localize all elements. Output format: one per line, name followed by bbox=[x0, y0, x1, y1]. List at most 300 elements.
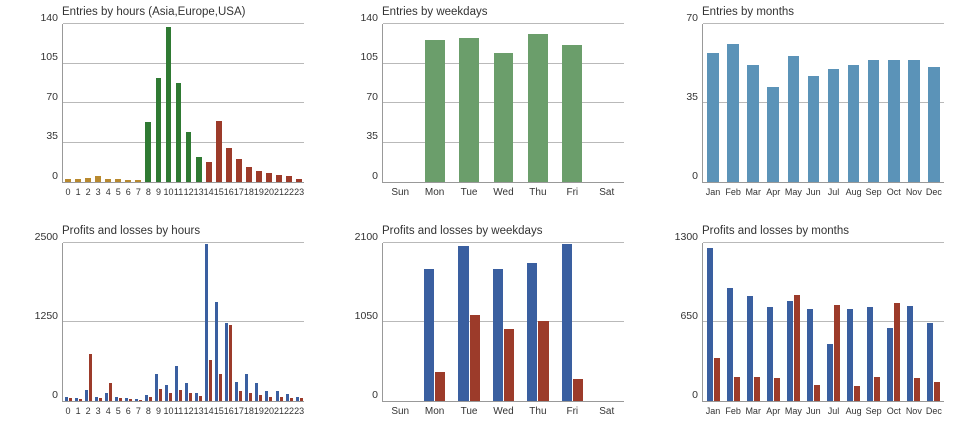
x-axis-tick-label: Feb bbox=[725, 187, 741, 197]
chart-title: Entries by weekdays bbox=[382, 6, 488, 18]
bar[interactable] bbox=[727, 288, 733, 401]
bar[interactable] bbox=[85, 390, 88, 401]
x-axis-tick-label: Aug bbox=[845, 187, 862, 197]
bar-group bbox=[703, 24, 723, 197]
bar[interactable] bbox=[727, 44, 739, 182]
x-axis-tick-label: 3 bbox=[95, 187, 101, 197]
bar[interactable] bbox=[788, 56, 800, 182]
bar[interactable] bbox=[887, 328, 893, 401]
bars-container bbox=[63, 243, 305, 416]
bar[interactable] bbox=[246, 167, 252, 182]
x-axis-tick-label: 13 bbox=[193, 187, 204, 197]
bar[interactable] bbox=[95, 176, 101, 182]
x-axis-tick-label: Tue bbox=[460, 406, 478, 417]
bar-group bbox=[284, 243, 295, 416]
x-axis-tick-label: 16 bbox=[223, 187, 234, 197]
y-axis-tick-label: 140 bbox=[40, 11, 58, 24]
bar[interactable] bbox=[176, 83, 182, 182]
x-axis-tick-label: 20 bbox=[263, 406, 274, 416]
bar[interactable] bbox=[255, 383, 258, 401]
bars-container bbox=[703, 243, 944, 416]
y-axis-tick-label: 1300 bbox=[674, 230, 698, 243]
x-axis-tick-label: Apr bbox=[766, 406, 781, 416]
bar[interactable] bbox=[135, 399, 138, 401]
bar[interactable] bbox=[85, 178, 91, 183]
y-axis-tick-label: 2100 bbox=[354, 230, 378, 243]
chart-title: Profits and losses by months bbox=[702, 225, 850, 237]
x-axis-tick-label: 14 bbox=[203, 406, 214, 416]
bar[interactable] bbox=[834, 305, 840, 401]
bar[interactable] bbox=[69, 398, 72, 401]
bar-group bbox=[73, 243, 83, 416]
x-axis-tick-label: 11 bbox=[173, 187, 184, 197]
y-axis-tick-label: 1250 bbox=[34, 309, 58, 322]
bar[interactable] bbox=[562, 45, 582, 182]
chart-title: Entries by hours (Asia,Europe,USA) bbox=[62, 6, 246, 18]
bar-group bbox=[803, 243, 823, 416]
bar[interactable] bbox=[494, 53, 514, 182]
x-axis-tick-label: 22 bbox=[284, 187, 295, 197]
bar-group bbox=[590, 24, 624, 198]
bar[interactable] bbox=[874, 377, 880, 401]
bar[interactable] bbox=[707, 248, 713, 401]
bar-group bbox=[844, 24, 864, 197]
x-axis-tick-label: 5 bbox=[115, 406, 121, 416]
x-axis-tick-label: Mon bbox=[424, 187, 445, 198]
bar[interactable] bbox=[165, 385, 168, 401]
x-axis-tick-label: 7 bbox=[135, 406, 141, 416]
bar-group bbox=[103, 243, 113, 416]
x-axis-tick-label: 6 bbox=[125, 406, 131, 416]
bar-group bbox=[203, 24, 214, 197]
bar[interactable] bbox=[79, 399, 82, 401]
y-axis-tick-label: 1050 bbox=[354, 309, 378, 322]
bar-group bbox=[555, 24, 589, 198]
bar[interactable] bbox=[166, 27, 172, 182]
chart-panel-profits-losses-by-weekdays bbox=[320, 219, 640, 438]
bar[interactable] bbox=[867, 307, 873, 401]
bar[interactable] bbox=[95, 397, 98, 401]
bar[interactable] bbox=[747, 65, 759, 182]
x-axis-tick-label: Oct bbox=[886, 187, 901, 197]
bar[interactable] bbox=[425, 40, 445, 182]
bar[interactable] bbox=[215, 302, 218, 401]
bar[interactable] bbox=[470, 315, 480, 401]
bar-group bbox=[723, 24, 743, 197]
x-axis-tick-label: 15 bbox=[213, 406, 224, 416]
bar[interactable] bbox=[149, 397, 152, 401]
bar[interactable] bbox=[105, 393, 108, 401]
bar-group bbox=[253, 243, 264, 416]
y-axis-tick-label: 70 bbox=[366, 90, 378, 103]
bar[interactable] bbox=[847, 309, 853, 401]
bar[interactable] bbox=[562, 244, 572, 401]
x-axis-tick-label: 2 bbox=[85, 187, 91, 197]
bar-group bbox=[521, 243, 555, 417]
bar-group bbox=[417, 243, 451, 417]
bar-group bbox=[803, 24, 823, 197]
bar[interactable] bbox=[794, 295, 800, 401]
bar[interactable] bbox=[129, 399, 132, 401]
bar-group bbox=[183, 24, 194, 197]
bar[interactable] bbox=[459, 38, 479, 182]
bar[interactable] bbox=[528, 34, 548, 182]
x-axis-tick-label: 19 bbox=[253, 187, 264, 197]
bar[interactable] bbox=[206, 162, 212, 182]
bar[interactable] bbox=[139, 400, 142, 401]
x-axis-tick-label: 1 bbox=[75, 406, 81, 416]
x-axis-tick-label: Jan bbox=[705, 406, 721, 416]
bar-group bbox=[783, 24, 803, 197]
bar[interactable] bbox=[115, 179, 121, 182]
x-axis-tick-label: Feb bbox=[725, 406, 741, 416]
bar-group bbox=[193, 243, 204, 416]
bar-group bbox=[864, 24, 884, 197]
x-axis-tick-label: 2 bbox=[85, 406, 91, 416]
bar[interactable] bbox=[229, 325, 232, 401]
bar[interactable] bbox=[424, 269, 434, 401]
bar[interactable] bbox=[286, 176, 292, 182]
bar-group bbox=[83, 243, 93, 416]
bar[interactable] bbox=[219, 374, 222, 401]
bar[interactable] bbox=[747, 296, 753, 401]
bar-group bbox=[783, 243, 803, 416]
bar[interactable] bbox=[235, 382, 238, 401]
bar[interactable] bbox=[189, 393, 192, 401]
x-axis-tick-label: Sep bbox=[865, 187, 882, 197]
bar[interactable] bbox=[159, 389, 162, 401]
x-axis-tick-label: 21 bbox=[274, 406, 285, 416]
bar-group bbox=[294, 243, 305, 416]
bar[interactable] bbox=[209, 360, 212, 401]
x-axis-tick-label: May bbox=[784, 187, 802, 197]
bar-group bbox=[452, 243, 486, 417]
bar[interactable] bbox=[914, 378, 920, 401]
bar[interactable] bbox=[527, 263, 537, 401]
bar-group bbox=[133, 24, 143, 197]
bar[interactable] bbox=[767, 87, 779, 182]
x-axis-tick-label: 16 bbox=[223, 406, 234, 416]
bar[interactable] bbox=[854, 386, 860, 401]
bar-group bbox=[284, 24, 295, 197]
bar[interactable] bbox=[145, 395, 148, 401]
bar[interactable] bbox=[225, 323, 228, 401]
bar[interactable] bbox=[848, 65, 860, 182]
bar[interactable] bbox=[195, 393, 198, 401]
bar[interactable] bbox=[196, 157, 202, 182]
bar[interactable] bbox=[65, 179, 71, 182]
bar-group bbox=[243, 243, 254, 416]
bar-group bbox=[924, 243, 944, 416]
bar-group bbox=[884, 243, 904, 416]
bar-group bbox=[521, 24, 555, 198]
bar[interactable] bbox=[767, 307, 773, 401]
bar-group bbox=[294, 24, 305, 197]
x-axis-tick-label: 19 bbox=[253, 406, 264, 416]
bar-group bbox=[243, 24, 254, 197]
y-axis-tick-label: 0 bbox=[372, 388, 378, 401]
y-axis-tick-label: 35 bbox=[366, 130, 378, 143]
x-axis-tick-label: 13 bbox=[193, 406, 204, 416]
x-axis-tick-label: Jun bbox=[806, 406, 821, 416]
x-axis-tick-label: 10 bbox=[163, 187, 174, 197]
bar-group bbox=[93, 24, 103, 197]
x-axis-tick-label: 3 bbox=[95, 406, 101, 416]
bar[interactable] bbox=[714, 358, 720, 401]
bar[interactable] bbox=[907, 306, 913, 401]
bar[interactable] bbox=[827, 344, 833, 401]
bars-container bbox=[383, 24, 624, 198]
bar-group bbox=[452, 24, 486, 198]
bar-group bbox=[904, 24, 924, 197]
x-axis-tick-label: Dec bbox=[925, 406, 942, 416]
bar[interactable] bbox=[179, 390, 182, 401]
bar-group bbox=[904, 243, 924, 416]
bar-group bbox=[233, 243, 244, 416]
bar[interactable] bbox=[245, 374, 248, 401]
x-axis-tick-label: 22 bbox=[284, 406, 295, 416]
bar[interactable] bbox=[296, 179, 302, 182]
bar-group bbox=[743, 243, 763, 416]
bar-group bbox=[590, 243, 624, 417]
bar[interactable] bbox=[774, 378, 780, 401]
chart-title: Profits and losses by weekdays bbox=[382, 225, 543, 237]
x-axis-tick-label: Sat bbox=[599, 406, 615, 417]
bar[interactable] bbox=[135, 180, 141, 182]
bar[interactable] bbox=[458, 246, 468, 401]
chart-panel-entries-by-weekdays bbox=[320, 0, 640, 219]
bar[interactable] bbox=[927, 323, 933, 401]
bar-group bbox=[884, 24, 904, 197]
bar-group bbox=[143, 243, 153, 416]
x-axis-tick-label: 17 bbox=[233, 187, 244, 197]
bar[interactable] bbox=[145, 122, 151, 182]
y-axis-tick-label: 0 bbox=[692, 388, 698, 401]
bar-group bbox=[103, 24, 113, 197]
bar-group bbox=[233, 24, 244, 197]
bar[interactable] bbox=[290, 398, 293, 401]
bar-group bbox=[123, 243, 133, 416]
x-axis-tick-label: Dec bbox=[925, 187, 942, 197]
bar[interactable] bbox=[828, 69, 840, 182]
y-axis-tick-label: 70 bbox=[686, 11, 698, 24]
bar[interactable] bbox=[296, 397, 299, 401]
bar[interactable] bbox=[707, 53, 719, 182]
bar[interactable] bbox=[269, 397, 272, 401]
bar[interactable] bbox=[186, 132, 192, 182]
bar-group bbox=[83, 24, 93, 197]
bars-container bbox=[63, 24, 305, 197]
bar[interactable] bbox=[185, 383, 188, 401]
bar[interactable] bbox=[868, 60, 880, 182]
chart-title: Profits and losses by hours bbox=[62, 225, 201, 237]
bar-group bbox=[253, 24, 264, 197]
x-axis-tick-label: 9 bbox=[155, 406, 161, 416]
bar-group bbox=[163, 24, 174, 197]
bar[interactable] bbox=[119, 398, 122, 401]
x-axis-tick-label: Jan bbox=[705, 187, 721, 197]
y-axis-tick-label: 0 bbox=[692, 169, 698, 182]
x-axis-tick-label: Sun bbox=[391, 406, 410, 417]
bar-group bbox=[183, 243, 194, 416]
bar[interactable] bbox=[205, 244, 208, 401]
x-axis-tick-label: 14 bbox=[203, 187, 214, 197]
bar-group bbox=[703, 243, 723, 416]
y-axis-tick-label: 0 bbox=[52, 388, 58, 401]
y-axis-tick-label: 650 bbox=[680, 309, 698, 322]
bar[interactable] bbox=[236, 159, 242, 182]
x-axis-tick-label: May bbox=[784, 406, 802, 416]
bar[interactable] bbox=[928, 67, 940, 182]
x-axis-tick-label: Nov bbox=[905, 187, 922, 197]
bar-group bbox=[203, 243, 214, 416]
x-axis-tick-label: 4 bbox=[105, 187, 111, 197]
chart-panel-profits-losses-by-hours bbox=[0, 219, 320, 438]
y-axis-tick-label: 70 bbox=[46, 90, 58, 103]
bar[interactable] bbox=[538, 321, 548, 402]
x-axis-tick-label: 20 bbox=[263, 187, 274, 197]
x-axis-tick-label: 8 bbox=[145, 187, 151, 197]
bar[interactable] bbox=[266, 173, 272, 182]
x-axis-tick-label: Thu bbox=[529, 187, 547, 198]
x-axis-tick-label: 10 bbox=[163, 406, 174, 416]
bar-group bbox=[223, 243, 234, 416]
x-axis-tick-label: 18 bbox=[243, 406, 254, 416]
bar-group bbox=[274, 24, 285, 197]
bar[interactable] bbox=[787, 301, 793, 401]
bar-group bbox=[143, 24, 153, 197]
bar[interactable] bbox=[199, 396, 202, 401]
bar[interactable] bbox=[814, 385, 820, 401]
bar[interactable] bbox=[265, 391, 268, 401]
bar[interactable] bbox=[155, 374, 158, 401]
bar[interactable] bbox=[276, 175, 282, 182]
y-axis-tick-label: 140 bbox=[360, 11, 378, 24]
x-axis-tick-label: Jun bbox=[806, 187, 821, 197]
bar[interactable] bbox=[115, 397, 118, 401]
x-axis-tick-label: 5 bbox=[115, 187, 121, 197]
bar[interactable] bbox=[908, 60, 920, 182]
bar-group bbox=[213, 24, 224, 197]
bar[interactable] bbox=[226, 148, 232, 182]
bar[interactable] bbox=[573, 379, 583, 401]
bar[interactable] bbox=[435, 372, 445, 401]
y-axis-tick-label: 0 bbox=[52, 169, 58, 182]
chart-panel-profits-losses-by-months bbox=[640, 219, 960, 438]
y-axis-tick-label: 105 bbox=[40, 51, 58, 64]
bars-container bbox=[383, 243, 624, 417]
bar[interactable] bbox=[75, 398, 78, 401]
bar[interactable] bbox=[504, 329, 514, 401]
bar-group bbox=[274, 243, 285, 416]
x-axis-tick-label: 0 bbox=[65, 406, 71, 416]
x-axis-tick-label: Apr bbox=[766, 187, 781, 197]
y-axis-tick-label: 105 bbox=[360, 51, 378, 64]
x-axis-tick-label: Mar bbox=[745, 406, 761, 416]
bar-group bbox=[193, 24, 204, 197]
bar[interactable] bbox=[734, 377, 740, 401]
bar[interactable] bbox=[105, 179, 111, 182]
bar[interactable] bbox=[125, 398, 128, 401]
x-axis-tick-label: 11 bbox=[173, 406, 184, 416]
bar[interactable] bbox=[276, 391, 279, 401]
bar[interactable] bbox=[175, 366, 178, 401]
bar[interactable] bbox=[807, 309, 813, 401]
bar[interactable] bbox=[256, 171, 262, 182]
x-axis-tick-label: 23 bbox=[294, 406, 305, 416]
bar-group bbox=[163, 243, 174, 416]
bar[interactable] bbox=[109, 383, 112, 401]
bar[interactable] bbox=[894, 303, 900, 401]
x-axis-tick-label: 1 bbox=[75, 187, 81, 197]
bar-group bbox=[723, 243, 743, 416]
x-axis-tick-label: Tue bbox=[460, 187, 478, 198]
bar-group bbox=[133, 243, 143, 416]
bar[interactable] bbox=[286, 394, 289, 401]
bar-group bbox=[93, 243, 103, 416]
bar-group bbox=[173, 243, 184, 416]
x-axis-tick-label: 15 bbox=[213, 187, 224, 197]
bar[interactable] bbox=[125, 180, 131, 182]
bar-group bbox=[153, 24, 163, 197]
x-axis-tick-label: 12 bbox=[183, 406, 194, 416]
bars-container bbox=[703, 24, 944, 197]
bar[interactable] bbox=[888, 60, 900, 182]
x-axis-tick-label: Oct bbox=[886, 406, 901, 416]
bar[interactable] bbox=[239, 391, 242, 401]
bar-group bbox=[383, 24, 417, 198]
bar[interactable] bbox=[156, 78, 162, 182]
x-axis-tick-label: Mon bbox=[424, 406, 445, 417]
bar[interactable] bbox=[280, 397, 283, 401]
bar-group bbox=[383, 243, 417, 417]
bar-group bbox=[73, 24, 83, 197]
x-axis-tick-label: Thu bbox=[529, 406, 547, 417]
bar-group bbox=[173, 24, 184, 197]
bar-group bbox=[763, 243, 783, 416]
x-axis-tick-label: 8 bbox=[145, 406, 151, 416]
bar[interactable] bbox=[259, 395, 262, 401]
bar-group bbox=[417, 24, 451, 198]
bar[interactable] bbox=[754, 377, 760, 401]
bar[interactable] bbox=[99, 398, 102, 401]
x-axis-tick-label: 23 bbox=[294, 187, 305, 197]
bar[interactable] bbox=[216, 121, 222, 182]
bar-group bbox=[113, 243, 123, 416]
bar-group bbox=[63, 24, 73, 197]
bar[interactable] bbox=[65, 397, 68, 401]
x-axis-tick-label: 12 bbox=[183, 187, 194, 197]
bar-group bbox=[555, 243, 589, 417]
bar-group bbox=[113, 24, 123, 197]
x-axis-tick-label: Jul bbox=[827, 187, 840, 197]
chart-panel-entries-by-hours bbox=[0, 0, 320, 219]
x-axis-tick-label: Sat bbox=[599, 187, 615, 198]
bar[interactable] bbox=[169, 393, 172, 401]
bar[interactable] bbox=[89, 354, 92, 401]
x-axis-tick-label: Aug bbox=[845, 406, 862, 416]
bar[interactable] bbox=[249, 393, 252, 401]
x-axis-tick-label: 18 bbox=[243, 187, 254, 197]
bar[interactable] bbox=[75, 179, 81, 182]
bar[interactable] bbox=[934, 382, 940, 401]
bar[interactable] bbox=[300, 398, 303, 401]
bar[interactable] bbox=[493, 269, 503, 401]
bar-group bbox=[263, 24, 274, 197]
bar-group bbox=[263, 243, 274, 416]
bar[interactable] bbox=[808, 76, 820, 182]
x-axis-tick-label: 0 bbox=[65, 187, 71, 197]
